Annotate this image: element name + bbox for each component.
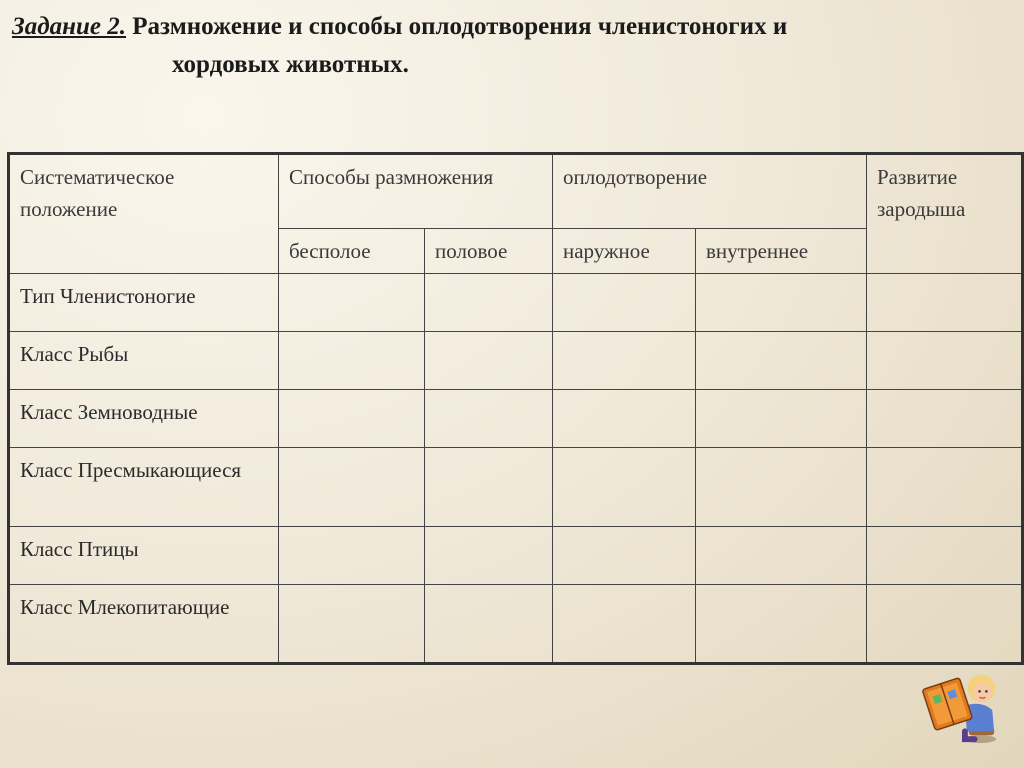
answer-cell[interactable] (279, 448, 425, 527)
answer-cell[interactable] (279, 332, 425, 390)
answer-cell[interactable] (867, 527, 1023, 585)
answer-cell[interactable] (696, 448, 867, 527)
answer-cell[interactable] (553, 332, 696, 390)
answer-cell[interactable] (867, 274, 1023, 332)
task-title-line2: хордовых животных. (172, 51, 409, 78)
header-asexual: бесполое (279, 229, 425, 274)
task-label: Задание 2. (12, 13, 127, 40)
answer-cell[interactable] (696, 390, 867, 448)
row-label: Класс Млекопитающие (9, 585, 279, 664)
header-embryo-development: Развитие зародыша (867, 154, 1023, 274)
header-sexual: половое (425, 229, 553, 274)
header-internal: внутреннее (696, 229, 867, 274)
answer-cell[interactable] (553, 274, 696, 332)
answer-cell[interactable] (425, 332, 553, 390)
answer-cell[interactable] (696, 585, 867, 664)
header-fertilization: оплодотворение (553, 154, 867, 229)
answer-cell[interactable] (867, 585, 1023, 664)
answer-cell[interactable] (425, 448, 553, 527)
reading-child-icon (922, 666, 1000, 746)
header-reproduction-methods: Способы размножения (279, 154, 553, 229)
task-title (12, 8, 1012, 84)
answer-cell[interactable] (867, 390, 1023, 448)
answer-cell[interactable] (425, 527, 553, 585)
answer-cell[interactable] (553, 585, 696, 664)
header-external: наружное (553, 229, 696, 274)
row-label: Класс Рыбы (9, 332, 279, 390)
table-row (9, 332, 1023, 390)
table-row (9, 274, 1023, 332)
answer-cell[interactable] (867, 332, 1023, 390)
answer-cell[interactable] (425, 274, 553, 332)
answer-cell[interactable] (696, 332, 867, 390)
answer-cell[interactable] (425, 585, 553, 664)
row-label: Тип Членистоногие (9, 274, 279, 332)
answer-cell[interactable] (696, 527, 867, 585)
answer-cell[interactable] (279, 527, 425, 585)
answer-cell[interactable] (553, 390, 696, 448)
table-row (9, 527, 1023, 585)
table-row (9, 390, 1023, 448)
answer-cell[interactable] (553, 527, 696, 585)
answer-cell[interactable] (279, 274, 425, 332)
answer-cell[interactable] (867, 448, 1023, 527)
table-row (9, 448, 1023, 527)
row-label: Класс Птицы (9, 527, 279, 585)
header-systematic-position: Систематическое положение (9, 154, 279, 274)
answer-cell[interactable] (279, 390, 425, 448)
answer-cell[interactable] (425, 390, 553, 448)
row-label: Класс Земноводные (9, 390, 279, 448)
table-row (9, 585, 1023, 664)
answer-cell[interactable] (696, 274, 867, 332)
answer-cell[interactable] (553, 448, 696, 527)
task-title-line1: Размножение и способы оплодотворения членистоногих и (126, 13, 788, 40)
row-label: Класс Пресмыкающиеся (9, 448, 279, 527)
reproduction-table (7, 152, 1024, 665)
answer-cell[interactable] (279, 585, 425, 664)
